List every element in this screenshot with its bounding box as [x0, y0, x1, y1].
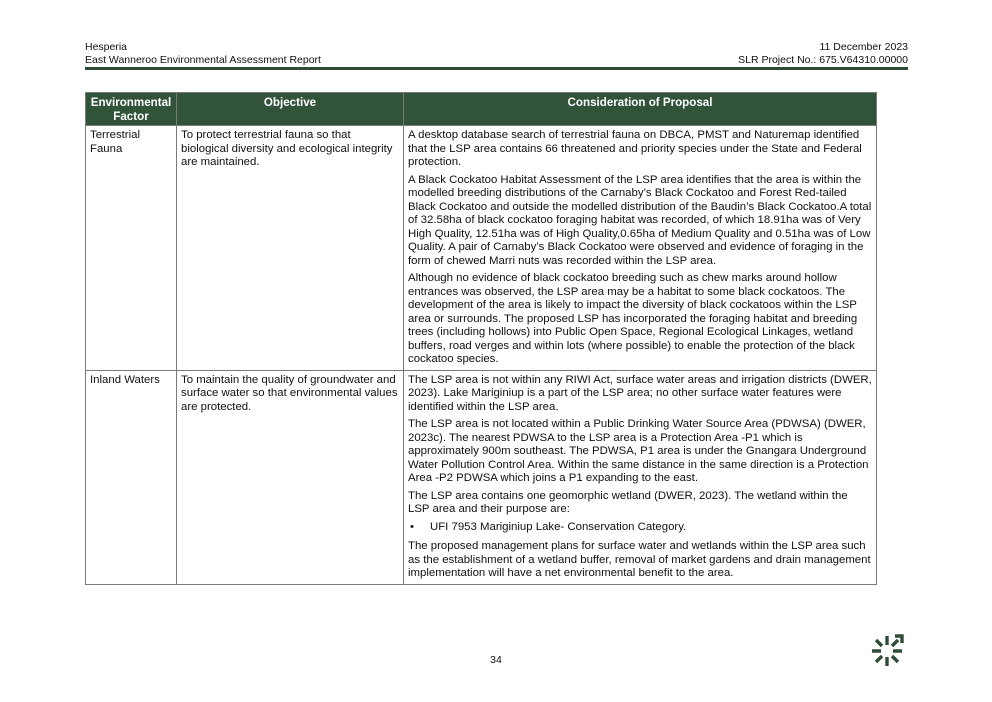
header-rule	[85, 67, 908, 70]
project-number: SLR Project No.: 675.V64310.00000	[738, 54, 908, 66]
consideration-paragraph: A Black Cockatoo Habitat Assessment of the LSP area identifies that the area is within the modelled breeding distributions of the Carnaby’s Black Cockatoo and Forest Red-tailed Black Cockatoo and outside the modelled distribution of the Baudin’s Black Cockatoo.A total of 32.58ha of black cockatoo foraging habitat was recorded, of which 18.91ha was of Very High Quality, 12.51ha was of High Quality,0.65ha of Medium Quality and 0.51ha was of Low Quality. A pair of Carnaby’s Black Cockatoo were observed and evidence of foraging in the form of chewed Marri nuts was recorded within the LSP area.	[408, 173, 872, 267]
consideration-paragraph: Although no evidence of black cockatoo breeding such as chew marks around hollow entrances was observed, the LSP area may be a habitat to some black cockatoos. The development of the area is likely to impact the diversity of black cockatoos within the LSP area or surrounds. The proposed LSP has incorporated the foraging habitat and breeding trees (including hollows) into Public Open Space, Regional Ecological Linkages, wetland buffers, road verges and within lots (where possible) to enable the protection of the black cockatoo species.	[408, 272, 858, 365]
report-date: 11 December 2023	[819, 41, 908, 53]
factor-cell: Terrestrial Fauna	[86, 126, 177, 371]
company-name: Hesperia	[85, 41, 128, 53]
consideration-paragraph: The LSP area contains one geomorphic wetland (DWER, 2023). The wetland within the LSP area and their purpose are:	[408, 489, 848, 515]
consideration-cell	[404, 126, 877, 371]
report-title: East Wanneroo Environmental Assessment Report	[85, 54, 321, 66]
objective-cell: To protect terrestrial fauna so that biological diversity and ecological integrity are maintained.	[177, 126, 404, 371]
column-header-objective: Objective	[177, 93, 404, 126]
column-header-factor: Environmental Factor	[86, 93, 177, 126]
consideration-paragraph: The LSP area is not within any RIWI Act, surface water areas and irrigation districts (DWER, 2023). Lake Mariginiup is a part of the LSP area; no other surface water features were identified within the LSP area.	[408, 373, 872, 413]
bullet-item	[408, 521, 872, 535]
consideration-paragraph: A desktop database search of terrestrial fauna on DBCA, PMST and Naturemap identified that the LSP area contains 66 threatened and priority species under the State and Federal protection.	[408, 129, 862, 168]
objective-cell: To maintain the quality of groundwater and surface water so that environmental values are protected.	[177, 370, 404, 584]
consideration-paragraph: The proposed management plans for surface water and wetlands within the LSP area such as the establishment of a wetland buffer, removal of market gardens and drain management implementation will have a net environmental benefit to the area.	[408, 540, 871, 579]
column-header-consideration: Consideration of Proposal	[404, 93, 877, 126]
factor-cell: Inland Waters	[86, 370, 177, 584]
consideration-cell	[404, 370, 877, 584]
table-header-row	[86, 93, 877, 126]
page-number: 34	[490, 654, 502, 666]
header-left	[85, 41, 321, 67]
header-right	[738, 41, 908, 67]
environmental-factors-table	[85, 92, 877, 585]
slr-logo-icon	[869, 633, 905, 669]
bullet-dot-icon: •	[410, 520, 414, 533]
bullet-text: UFI 7953 Mariginiup Lake- Conservation Category.	[430, 520, 687, 533]
consideration-paragraph: The LSP area is not located within a Public Drinking Water Source Area (PDWSA) (DWER, 2023c). The nearest PDWSA to the LSP area is a Protection Area -P1 which is approximately 900m southeast. The PDWSA, P1 area is under the Gnangara Underground Water Pollution Control Area. Within the same distance in the same direction is a Protection Area -P2 PDWSA which joins a P1 expanding to the east.	[408, 418, 869, 484]
table-row	[86, 126, 877, 371]
table-row	[86, 370, 877, 584]
